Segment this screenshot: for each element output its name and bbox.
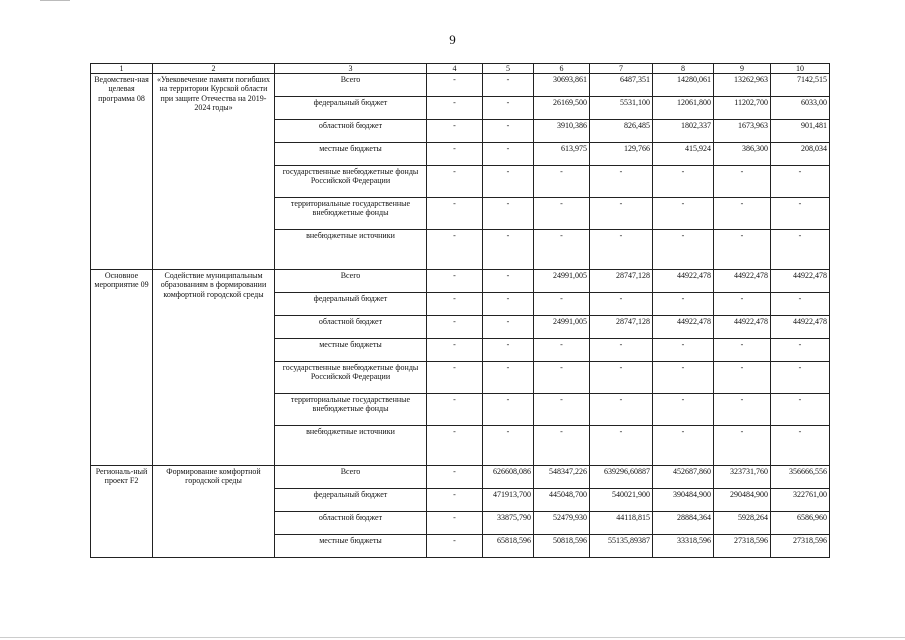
value-cell: 415,924 xyxy=(653,143,714,166)
value-cell: 613,975 xyxy=(534,143,590,166)
header-cell: 2 xyxy=(153,64,275,74)
value-cell: 208,034 xyxy=(771,143,830,166)
value-cell: 28884,364 xyxy=(653,512,714,535)
funding-source: федеральный бюджет xyxy=(275,489,427,512)
value-cell: - xyxy=(534,339,590,362)
value-cell: - xyxy=(590,198,653,230)
value-cell: 1802,337 xyxy=(653,120,714,143)
value-cell: - xyxy=(771,230,830,270)
funding-source: Всего xyxy=(275,270,427,293)
funding-source: местные бюджеты xyxy=(275,143,427,166)
value-cell: - xyxy=(483,166,534,198)
value-cell: 44922,478 xyxy=(771,270,830,293)
value-cell: 44922,478 xyxy=(653,270,714,293)
value-cell: - xyxy=(483,120,534,143)
value-cell: 386,300 xyxy=(714,143,771,166)
value-cell: - xyxy=(427,316,483,339)
value-cell: 65818,596 xyxy=(483,535,534,558)
value-cell: - xyxy=(427,339,483,362)
value-cell: - xyxy=(771,394,830,426)
header-cell: 1 xyxy=(91,64,153,74)
value-cell: - xyxy=(483,293,534,316)
value-cell: 28747,128 xyxy=(590,270,653,293)
value-cell: - xyxy=(771,362,830,394)
value-cell: - xyxy=(590,339,653,362)
value-cell: 33318,596 xyxy=(653,535,714,558)
value-cell: 548347,226 xyxy=(534,466,590,489)
program-code: Региональ-ный проект F2 xyxy=(91,466,153,558)
value-cell: - xyxy=(534,362,590,394)
value-cell: 24991,005 xyxy=(534,316,590,339)
value-cell: - xyxy=(653,198,714,230)
value-cell: - xyxy=(427,143,483,166)
table-row xyxy=(91,74,830,97)
value-cell: - xyxy=(653,362,714,394)
value-cell: - xyxy=(534,166,590,198)
value-cell: 7142,515 xyxy=(771,74,830,97)
value-cell: 14280,061 xyxy=(653,74,714,97)
funding-source: внебюджетные источники xyxy=(275,230,427,270)
program-code: Ведомствен-ная целевая программа 08 xyxy=(91,74,153,270)
value-cell: - xyxy=(483,74,534,97)
program-code: Основное мероприятие 09 xyxy=(91,270,153,466)
header-cell: 10 xyxy=(771,64,830,74)
value-cell: - xyxy=(714,166,771,198)
value-cell: 50818,596 xyxy=(534,535,590,558)
value-cell: - xyxy=(534,198,590,230)
value-cell: 5531,100 xyxy=(590,97,653,120)
value-cell: 26169,500 xyxy=(534,97,590,120)
value-cell: - xyxy=(427,166,483,198)
value-cell: - xyxy=(534,230,590,270)
funding-source: внебюджетные источники xyxy=(275,426,427,466)
funding-source: Всего xyxy=(275,466,427,489)
table-row xyxy=(91,466,830,489)
value-cell: 24991,005 xyxy=(534,270,590,293)
table-row xyxy=(91,270,830,293)
value-cell: - xyxy=(771,339,830,362)
funding-source: федеральный бюджет xyxy=(275,293,427,316)
scan-edge-line-bottom xyxy=(0,637,905,638)
value-cell: - xyxy=(590,426,653,466)
value-cell: - xyxy=(483,198,534,230)
funding-source: областной бюджет xyxy=(275,120,427,143)
value-cell: - xyxy=(590,166,653,198)
value-cell: - xyxy=(483,316,534,339)
value-cell: 390484,900 xyxy=(653,489,714,512)
value-cell: - xyxy=(653,166,714,198)
value-cell: - xyxy=(427,426,483,466)
value-cell: - xyxy=(483,394,534,426)
value-cell: - xyxy=(590,362,653,394)
value-cell: - xyxy=(427,362,483,394)
value-cell: 452687,860 xyxy=(653,466,714,489)
header-cell: 6 xyxy=(534,64,590,74)
value-cell: - xyxy=(771,426,830,466)
value-cell: - xyxy=(534,426,590,466)
value-cell: - xyxy=(427,74,483,97)
funding-source: местные бюджеты xyxy=(275,535,427,558)
header-cell: 4 xyxy=(427,64,483,74)
value-cell: 471913,700 xyxy=(483,489,534,512)
value-cell: - xyxy=(714,426,771,466)
value-cell: - xyxy=(714,394,771,426)
value-cell: - xyxy=(427,97,483,120)
value-cell: - xyxy=(427,198,483,230)
program-name: Формирование комфортной городской среды xyxy=(153,466,275,558)
funding-source: областной бюджет xyxy=(275,316,427,339)
value-cell: 55135,89387 xyxy=(590,535,653,558)
value-cell: - xyxy=(427,293,483,316)
value-cell: 323731,760 xyxy=(714,466,771,489)
value-cell: - xyxy=(653,230,714,270)
value-cell: - xyxy=(427,394,483,426)
value-cell: 356666,556 xyxy=(771,466,830,489)
funding-source: территориальные государственные внебюджетные фонды xyxy=(275,198,427,230)
value-cell: 6487,351 xyxy=(590,74,653,97)
page-number: 9 xyxy=(449,32,456,47)
funding-source: государственные внебюджетные фонды Российской Федерации xyxy=(275,362,427,394)
funding-source: местные бюджеты xyxy=(275,339,427,362)
value-cell: 322761,00 xyxy=(771,489,830,512)
value-cell: - xyxy=(653,293,714,316)
value-cell: 901,481 xyxy=(771,120,830,143)
value-cell: 52479,930 xyxy=(534,512,590,535)
value-cell: - xyxy=(590,394,653,426)
value-cell: 290484,900 xyxy=(714,489,771,512)
value-cell: 3910,386 xyxy=(534,120,590,143)
value-cell: 27318,596 xyxy=(714,535,771,558)
header-cell: 8 xyxy=(653,64,714,74)
funding-source: федеральный бюджет xyxy=(275,97,427,120)
funding-source: государственные внебюджетные фонды Российской Федерации xyxy=(275,166,427,198)
value-cell: 13262,963 xyxy=(714,74,771,97)
value-cell: - xyxy=(653,394,714,426)
value-cell: - xyxy=(427,230,483,270)
value-cell: 626608,086 xyxy=(483,466,534,489)
value-cell: 44118,815 xyxy=(590,512,653,535)
funding-source: Всего xyxy=(275,74,427,97)
value-cell: - xyxy=(714,293,771,316)
value-cell: - xyxy=(714,198,771,230)
value-cell: 5928,264 xyxy=(714,512,771,535)
funding-source: областной бюджет xyxy=(275,512,427,535)
value-cell: - xyxy=(483,339,534,362)
value-cell: 12061,800 xyxy=(653,97,714,120)
value-cell: - xyxy=(590,293,653,316)
value-cell: 445048,700 xyxy=(534,489,590,512)
value-cell: 44922,478 xyxy=(714,316,771,339)
value-cell: - xyxy=(483,426,534,466)
value-cell: - xyxy=(427,270,483,293)
value-cell: 44922,478 xyxy=(653,316,714,339)
value-cell: - xyxy=(653,339,714,362)
value-cell: 639296,60887 xyxy=(590,466,653,489)
value-cell: - xyxy=(483,270,534,293)
value-cell: - xyxy=(714,230,771,270)
value-cell: 6586,960 xyxy=(771,512,830,535)
value-cell: - xyxy=(483,143,534,166)
value-cell: 540021,900 xyxy=(590,489,653,512)
program-name: «Увековечение памяти погибших на территории Курской области при защите Отечества на 2019-2024 годы» xyxy=(153,74,275,270)
value-cell: - xyxy=(771,166,830,198)
value-cell: 44922,478 xyxy=(714,270,771,293)
value-cell: - xyxy=(771,198,830,230)
value-cell: - xyxy=(590,230,653,270)
budget-table xyxy=(90,63,830,558)
value-cell: - xyxy=(714,339,771,362)
value-cell: - xyxy=(427,120,483,143)
value-cell: - xyxy=(427,489,483,512)
value-cell: 826,485 xyxy=(590,120,653,143)
value-cell: - xyxy=(483,230,534,270)
value-cell: - xyxy=(771,293,830,316)
value-cell: 28747,128 xyxy=(590,316,653,339)
header-cell: 3 xyxy=(275,64,427,74)
value-cell: - xyxy=(483,362,534,394)
value-cell: - xyxy=(653,426,714,466)
funding-source: территориальные государственные внебюджетные фонды xyxy=(275,394,427,426)
value-cell: 6033,00 xyxy=(771,97,830,120)
value-cell: - xyxy=(534,293,590,316)
value-cell: 44922,478 xyxy=(771,316,830,339)
value-cell: 129,766 xyxy=(590,143,653,166)
scan-edge-line xyxy=(40,0,70,1)
header-row xyxy=(91,64,830,74)
value-cell: 33875,790 xyxy=(483,512,534,535)
value-cell: 11202,700 xyxy=(714,97,771,120)
value-cell: 30693,861 xyxy=(534,74,590,97)
value-cell: 27318,596 xyxy=(771,535,830,558)
value-cell: - xyxy=(714,362,771,394)
value-cell: - xyxy=(427,466,483,489)
value-cell: 1673,963 xyxy=(714,120,771,143)
header-cell: 5 xyxy=(483,64,534,74)
value-cell: - xyxy=(534,394,590,426)
value-cell: - xyxy=(483,97,534,120)
header-cell: 9 xyxy=(714,64,771,74)
program-name: Содействие муниципальным образованиям в формировании комфортной городской среды xyxy=(153,270,275,466)
header-cell: 7 xyxy=(590,64,653,74)
value-cell: - xyxy=(427,512,483,535)
value-cell: - xyxy=(427,535,483,558)
